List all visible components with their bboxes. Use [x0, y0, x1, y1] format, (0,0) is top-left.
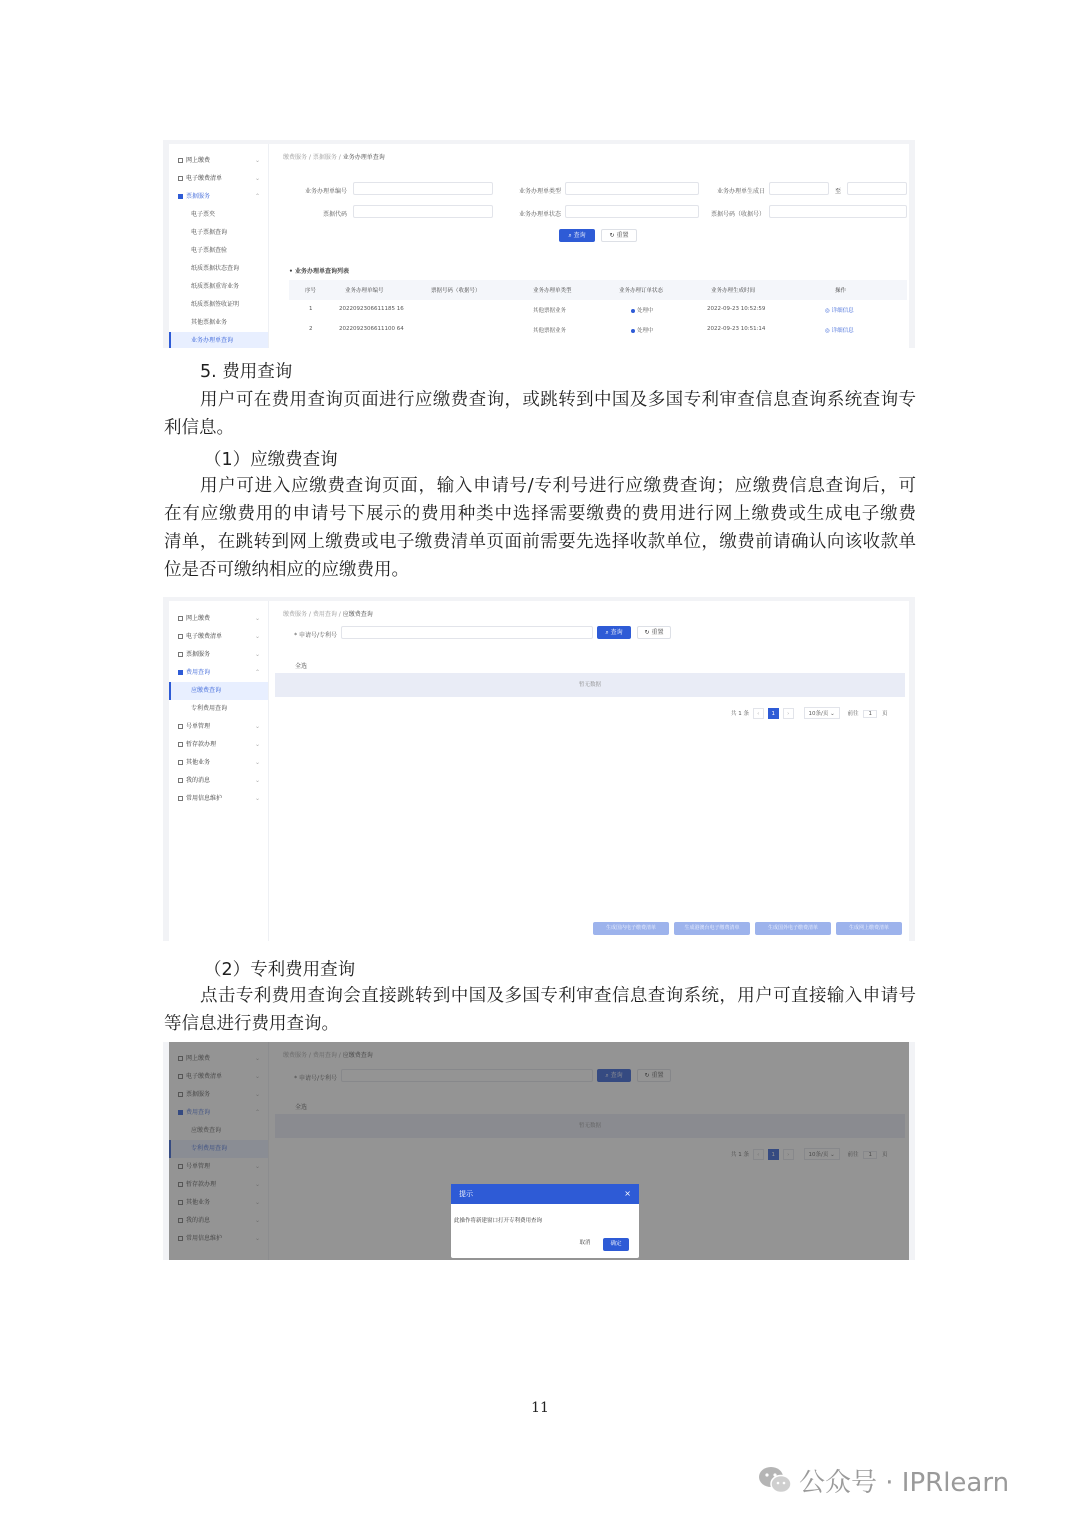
- pagination: [731, 707, 888, 719]
- chevron-down-icon: ⌄: [254, 795, 260, 802]
- sidebar-item-label: 我的消息: [186, 777, 211, 784]
- chevron-down-icon: ⌄: [254, 633, 260, 640]
- sidebar-item-label: 应缴费查询: [191, 687, 222, 694]
- row-order-no: 2022092306611100 64: [339, 326, 404, 332]
- dialog-header: [451, 1184, 639, 1204]
- sidebar-item-label: 电子票据查询: [191, 229, 228, 236]
- sidebar-item-label: 暂存款办理: [186, 741, 217, 748]
- status-dot-icon: [631, 329, 635, 333]
- breadcrumb-item[interactable]: 票据服务: [312, 154, 337, 161]
- main-panel: [275, 601, 909, 941]
- watermark-text: 公众号 · IPRlearn: [799, 1468, 1010, 1498]
- breadcrumb-current: 业务办理单查询: [342, 154, 385, 161]
- table-title-text: 业务办理单查询列表: [294, 268, 349, 275]
- confirm-button[interactable]: 确定: [603, 1238, 629, 1251]
- gen-hk-list-button[interactable]: 生成港澳台电子缴费清单: [674, 922, 750, 935]
- sidebar-item-label: 票据服务: [186, 193, 211, 200]
- row-status: [631, 326, 654, 334]
- header-cell: 业务办理订单状态: [619, 288, 664, 294]
- sidebar-item[interactable]: [169, 664, 268, 682]
- goto-input[interactable]: 1: [863, 710, 877, 718]
- detail-link[interactable]: ◎ 详细信息: [825, 328, 854, 334]
- app-window: [169, 144, 909, 348]
- search-button[interactable]: ⌕ 查询: [597, 626, 631, 639]
- sidebar-item-label: 专利费用查询: [191, 705, 228, 712]
- screenshot-business-order-query: [163, 140, 915, 348]
- menu-icon: [178, 670, 183, 675]
- search-button[interactable]: ⌕ 查询: [559, 229, 595, 242]
- sidebar-item[interactable]: [169, 772, 268, 790]
- chevron-down-icon: ⌄: [254, 777, 260, 784]
- subsection-paragraph: [164, 982, 916, 1038]
- row-time: 2022-09-23 10:51:14: [707, 326, 766, 332]
- business-no-input[interactable]: [353, 182, 493, 195]
- reset-button[interactable]: ↻ 重置: [601, 229, 637, 242]
- header-cell: 业务办理单类型: [533, 288, 572, 294]
- menu-icon: [178, 796, 183, 801]
- breadcrumb-item[interactable]: 缴费服务: [283, 154, 308, 161]
- subsection-heading: （1）应缴费查询: [204, 450, 338, 470]
- date-to-label: 至: [835, 188, 842, 195]
- page-size-select[interactable]: 10条/页 ⌄: [804, 707, 840, 719]
- chevron-up-icon: ⌃: [254, 193, 260, 200]
- detail-link[interactable]: ◎ 详细信息: [825, 308, 854, 314]
- paragraph-line: 点击专利费用查询会直接跳转到中国及多国专利审查信息查询系统，用户可直接输入申请号: [200, 986, 916, 1006]
- header-cell: 操作: [835, 288, 847, 294]
- sidebar-item-label: 其他票据业务: [191, 319, 228, 326]
- sidebar-item-label: 费用查询: [186, 669, 211, 676]
- invoice-code-input[interactable]: [353, 205, 493, 218]
- sidebar-item-label: 电子缴费清单: [186, 175, 223, 182]
- sidebar-item[interactable]: [169, 754, 268, 772]
- paragraph-line: 用户可进入应缴费查询页面，输入申请号/专利号进行应缴费查询；应缴费信息查询后，可: [200, 476, 916, 496]
- application-no-label: * 申请号/专利号: [294, 632, 337, 639]
- sidebar-item[interactable]: [169, 314, 268, 332]
- menu-icon: [178, 616, 183, 621]
- menu-icon: [178, 724, 183, 729]
- confirm-dialog: [451, 1184, 639, 1258]
- sidebar-item[interactable]: [169, 646, 268, 664]
- sidebar-item-label: 号单管理: [186, 723, 211, 730]
- invoice-no-input[interactable]: [769, 205, 907, 218]
- sidebar-item[interactable]: [169, 736, 268, 754]
- chevron-down-icon: ⌄: [254, 157, 260, 164]
- sidebar-item-label: 电子缴费清单: [186, 633, 223, 640]
- paragraph-line: 用户可在费用查询页面进行应缴费查询，或跳转到中国及多国专利审查信息查询系统查询专: [200, 390, 916, 410]
- section-heading: 5. 费用查询: [200, 362, 293, 382]
- pager-total: 共 1 条: [731, 711, 749, 717]
- detail-link-label: 详细信息: [831, 308, 854, 314]
- table-title: • 业务办理单查询列表: [289, 268, 349, 275]
- screenshot-fee-due-query: [163, 597, 915, 941]
- row-index: 2: [309, 326, 313, 332]
- row-time: 2022-09-23 10:52:59: [707, 306, 766, 312]
- sidebar-item[interactable]: [169, 206, 268, 224]
- paragraph-line: 利信息。: [164, 418, 234, 438]
- sidebar-item-label: 纸质票据重寄业务: [191, 283, 240, 290]
- sidebar-item[interactable]: [169, 260, 268, 278]
- invoice-no-label: 票据号码（收据号）: [710, 211, 765, 218]
- application-no-input[interactable]: [341, 626, 593, 639]
- breadcrumb-item[interactable]: 费用查询: [312, 611, 337, 618]
- sidebar-item[interactable]: [169, 170, 268, 188]
- menu-icon: [178, 742, 183, 747]
- sidebar-item-label: 网上缴费: [186, 157, 211, 164]
- sidebar-item[interactable]: [169, 628, 268, 646]
- header-cell: 业务办理单编号: [345, 288, 384, 294]
- sidebar-item[interactable]: [169, 610, 268, 628]
- sidebar-item-label: 业务办理单查询: [191, 337, 234, 344]
- header-cell: 票据号码（收据号）: [431, 288, 481, 294]
- close-icon[interactable]: ×: [624, 1189, 631, 1198]
- sidebar-item[interactable]: [169, 188, 268, 206]
- gen-foreign-list-button[interactable]: 生成国外电子缴费清单: [755, 922, 831, 935]
- paragraph-line: 在有应缴费用的申请号下展示的费用种类中选择需要缴费的费用进行网上缴费或生成电子缴费: [164, 504, 916, 524]
- dialog-message: 此操作将新建窗口打开专利费用查询: [454, 1218, 543, 1224]
- menu-icon: [178, 778, 183, 783]
- breadcrumb: 缴费服务 / 票据服务 / 业务办理单查询: [283, 154, 385, 161]
- sidebar-item[interactable]: [169, 296, 268, 314]
- breadcrumb-item[interactable]: 缴费服务: [283, 611, 308, 618]
- gen-domestic-list-button[interactable]: 生成国内电子缴费清单: [593, 922, 669, 935]
- sidebar-item[interactable]: [169, 152, 268, 170]
- reset-button[interactable]: ↻ 重置: [637, 626, 671, 639]
- page-size-label: 10条/页: [808, 711, 829, 717]
- row-status-text: 处理中: [637, 328, 654, 334]
- row-index: 1: [309, 306, 313, 312]
- menu-icon: [178, 634, 183, 639]
- sidebar: [169, 601, 269, 941]
- sidebar-item[interactable]: [169, 332, 268, 348]
- status-select[interactable]: [565, 205, 699, 218]
- sidebar-item[interactable]: [169, 790, 268, 808]
- header-cell: 业务办理生成时间: [711, 288, 756, 294]
- business-type-label: 业务办理单类型: [518, 188, 561, 195]
- sidebar-item-label: 纸质票据状态查询: [191, 265, 240, 272]
- sidebar: [169, 144, 269, 348]
- dialog-title: 提示: [459, 1190, 473, 1198]
- pager-current[interactable]: 1: [768, 708, 779, 719]
- gen-date-end-input[interactable]: [847, 182, 907, 195]
- breadcrumb: 缴费服务 / 费用查询 / 应缴费查询: [283, 611, 373, 618]
- search-button-label: 查询: [573, 232, 586, 239]
- sidebar-item[interactable]: [169, 278, 268, 296]
- menu-icon: [178, 176, 183, 181]
- business-type-select[interactable]: [565, 182, 699, 195]
- chevron-down-icon: ⌄: [254, 741, 260, 748]
- sidebar-item[interactable]: [169, 242, 268, 260]
- reset-button-label: 重置: [616, 232, 629, 239]
- chevron-down-icon: ⌄: [254, 651, 260, 658]
- sidebar-item-label: 纸质票据签收证明: [191, 301, 240, 308]
- breadcrumb-current: 应缴费查询: [342, 611, 373, 618]
- sidebar-item-label: 电子票夹: [191, 211, 216, 218]
- menu-icon: [178, 194, 183, 199]
- chevron-down-icon: ⌄: [254, 759, 260, 766]
- menu-icon: [178, 158, 183, 163]
- gen-date-label: 业务办理单生成日: [716, 188, 765, 195]
- chevron-down-icon: ⌄: [254, 723, 260, 730]
- select-all-checkbox[interactable]: 全选: [295, 663, 308, 670]
- page-number: 11: [531, 1400, 549, 1416]
- screenshot-patent-fee-query: [163, 1042, 915, 1260]
- goto-label: 前往: [847, 711, 859, 717]
- main-panel: [275, 144, 909, 348]
- pager-next-icon[interactable]: ›: [783, 708, 794, 719]
- row-status: [631, 306, 654, 314]
- sidebar-item[interactable]: [169, 224, 268, 242]
- sidebar-item[interactable]: [169, 700, 268, 718]
- row-type: 其他票据业务: [533, 308, 567, 314]
- paragraph-line: 等信息进行费用查询。: [164, 1014, 339, 1034]
- pager-prev-icon[interactable]: ‹: [753, 708, 764, 719]
- menu-icon: [178, 760, 183, 765]
- gen-date-start-input[interactable]: [769, 182, 829, 195]
- sidebar-item-label: 其他业务: [186, 759, 211, 766]
- sidebar-item[interactable]: [169, 718, 268, 736]
- chevron-down-icon: ⌄: [254, 175, 260, 182]
- chevron-down-icon: ⌄: [254, 615, 260, 622]
- detail-link-label: 详细信息: [831, 328, 854, 334]
- empty-data-row: 暂无数据: [275, 673, 905, 697]
- section-paragraph: [164, 386, 916, 442]
- subsection-paragraph: [164, 472, 916, 584]
- search-button-label: 查询: [610, 629, 623, 636]
- business-no-label: 业务办理单编号: [304, 188, 347, 195]
- status-label: 业务办理单状态: [518, 211, 561, 218]
- header-cell: 序号: [305, 288, 317, 294]
- sidebar-item-label: 票据服务: [186, 651, 211, 658]
- app-window: [169, 1042, 909, 1260]
- cancel-button[interactable]: 取消: [573, 1238, 597, 1251]
- wechat-icon: [757, 1465, 793, 1502]
- row-status-text: 处理中: [637, 308, 654, 314]
- invoice-code-label: 票据代码: [322, 211, 347, 218]
- page-suffix: 页: [881, 711, 888, 717]
- row-type: 其他票据业务: [533, 328, 567, 334]
- app-window: [169, 601, 909, 941]
- sidebar-item-label: 网上缴费: [186, 615, 211, 622]
- watermark: [757, 1462, 1009, 1502]
- gen-online-list-button[interactable]: 生成网上缴费清单: [836, 922, 902, 935]
- paragraph-line: 清单，在跳转到网上缴费或电子缴费清单页面前需要先选择收款单位，缴费前请确认向该收款单: [164, 532, 916, 552]
- reset-button-label: 重置: [651, 629, 664, 636]
- table-header: [289, 280, 907, 300]
- chevron-up-icon: ⌃: [254, 669, 260, 676]
- subsection-heading: （2）专利费用查询: [204, 960, 356, 980]
- sidebar-item[interactable]: [169, 682, 268, 700]
- sidebar-item-label: 电子票据查验: [191, 247, 228, 254]
- paragraph-line: 位是否可缴纳相应的应缴费用。: [164, 560, 409, 580]
- row-order-no: 2022092306611185 16: [339, 306, 404, 312]
- status-dot-icon: [631, 309, 635, 313]
- menu-icon: [178, 652, 183, 657]
- sidebar-item-label: 常用信息维护: [186, 795, 223, 802]
